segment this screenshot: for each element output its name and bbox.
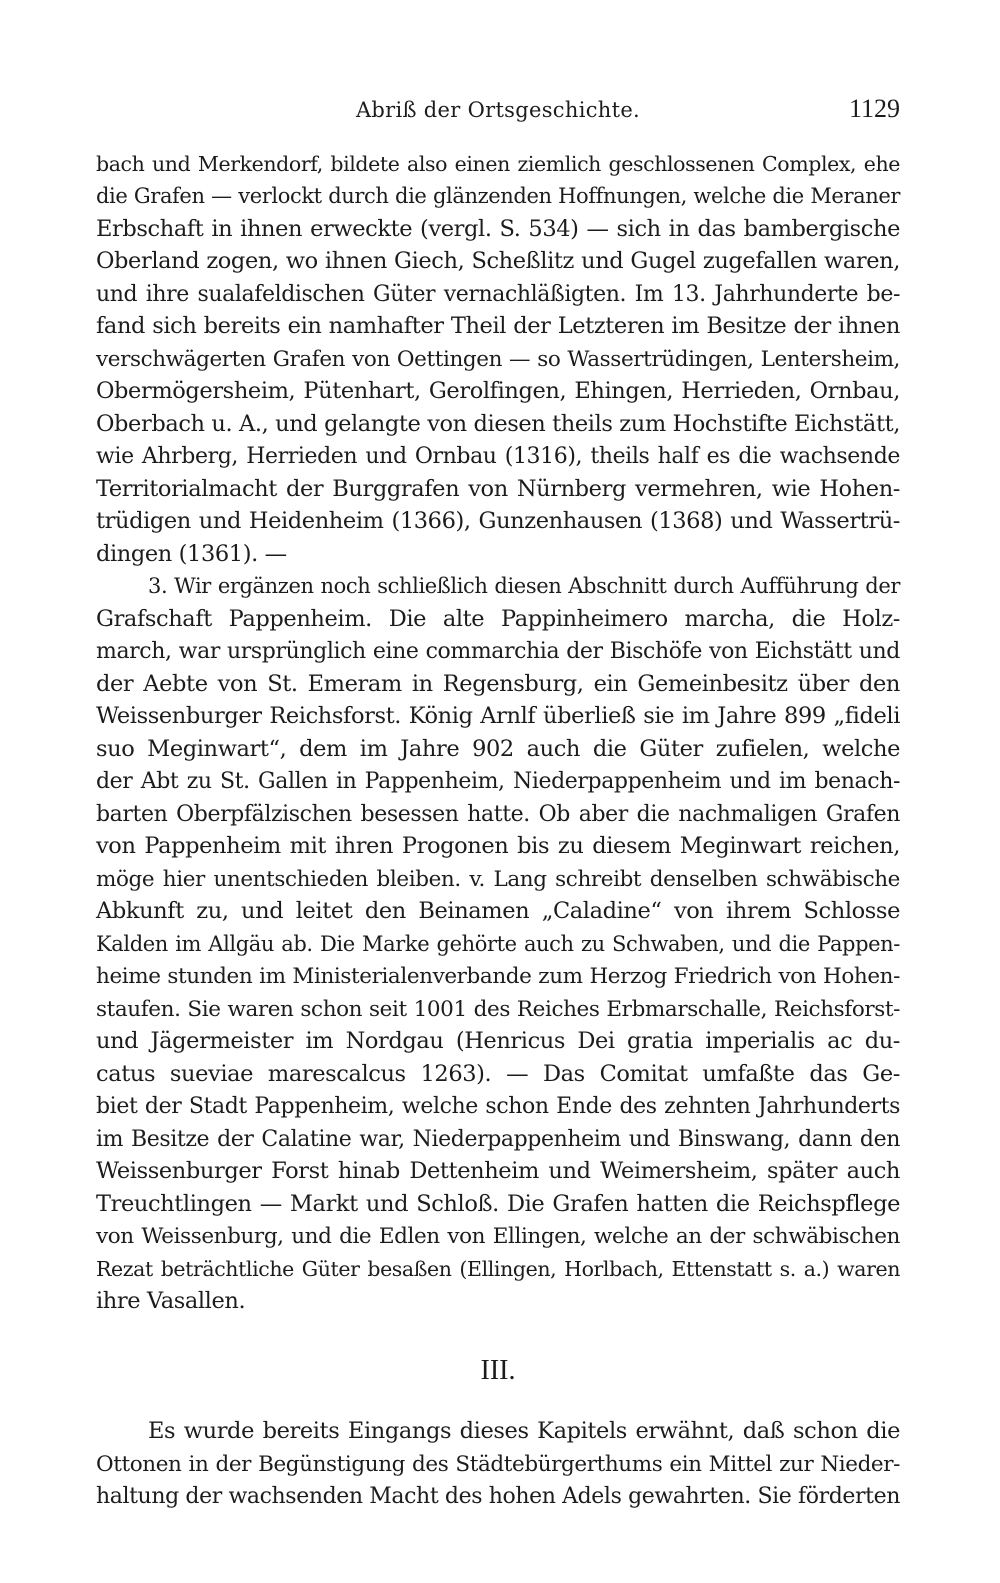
text-line: verschwägerten Grafen von Oettingen — so Wassertrüdingen, Lentersheim, bbox=[96, 347, 900, 372]
text-line: und Jägermeister im Nordgau (Henricus Dei gratia imperialis ac du- bbox=[96, 1028, 900, 1054]
text-line: Obermögersheim, Pütenhart, Gerolfingen, Ehingen, Herrieden, Ornbau, bbox=[96, 378, 900, 404]
text-line: staufen. Sie waren schon seit 1001 des Reiches Erbmarschalle, Reichsforst- bbox=[96, 997, 900, 1022]
text-line: heime stunden im Ministerialenverbande zum Herzog Friedrich von Hohen- bbox=[96, 964, 900, 989]
text-line: wie Ahrberg, Herrieden und Ornbau (1316), theils half es die wachsende bbox=[96, 444, 900, 469]
text-line: catus sueviae marescalcus 1263). — Das Comitat umfaßte das Ge- bbox=[96, 1061, 900, 1087]
text-line: Rezat beträchtliche Güter besaßen (Ellingen, Horlbach, Ettenstatt s. a.) waren bbox=[96, 1257, 900, 1281]
text-line: der Aebte von St. Emeram in Regensburg, ein Gemeinbesitz über den bbox=[96, 671, 900, 697]
text-line: fand sich bereits ein namhafter Theil der Letzteren im Besitze der ihnen bbox=[96, 313, 900, 339]
text-line: und ihre sualafeldischen Güter vernachläßigten. Im 13. Jahrhunderte be- bbox=[96, 282, 900, 307]
text-line: suo Meginwart“, dem im Jahre 902 auch die Güter zufielen, welche bbox=[96, 736, 900, 762]
text-line: möge hier unentschieden bleiben. v. Lang schreibt denselben schwäbische bbox=[96, 867, 900, 892]
running-head bbox=[96, 94, 900, 128]
text-line: bach und Merkendorf, bildete also einen ziemlich geschlossenen Complex, ehe bbox=[96, 152, 900, 176]
text-line: Grafschaft Pappenheim. Die alte Pappinheimero marcha, die Holz- bbox=[96, 606, 900, 632]
text-line: biet der Stadt Pappenheim, welche schon Ende des zehnten Jahrhunderts bbox=[96, 1094, 900, 1119]
paragraph-start-line: Es wurde bereits Eingangs dieses Kapitels erwähnt, daß schon die bbox=[148, 1418, 900, 1444]
text-line: barten Oberpfälzischen besessen hatte. Ob aber die nachmaligen Grafen bbox=[96, 802, 900, 827]
text-line: march, war ursprünglich eine commarchia der Bischöfe von Eichstätt und bbox=[96, 639, 900, 664]
text-line: Weissenburger Reichsforst. König Arnlf überließ sie im Jahre 899 „fideli bbox=[96, 703, 900, 729]
text-line: von Pappenheim mit ihren Progonen bis zu diesem Meginwart reichen, bbox=[96, 833, 900, 859]
text-line: ihre Vasallen. bbox=[96, 1288, 246, 1314]
text-line: Abkunft zu, und leitet den Beinamen „Caladine“ von ihrem Schlosse bbox=[96, 898, 900, 924]
text-line: Oberland zogen, wo ihnen Giech, Scheßlitz und Gugel zugefallen waren, bbox=[96, 248, 900, 274]
text-line: dingen (1361). — bbox=[96, 541, 287, 567]
text-line: Weissenburger Forst hinab Dettenheim und Weimersheim, später auch bbox=[96, 1158, 900, 1184]
text-line: die Grafen — verlockt durch die glänzenden Hoffnungen, welche die Meraner bbox=[96, 184, 900, 208]
text-line: im Besitze der Calatine war, Niederpappenheim und Binswang, dann den bbox=[96, 1127, 900, 1152]
text-line: Ottonen in der Begünstigung des Städtebürgerthums ein Mittel zur Nieder- bbox=[96, 1452, 900, 1477]
text-line: der Abt zu St. Gallen in Pappenheim, Niederpappenheim und im benach- bbox=[96, 769, 900, 794]
text-line: Kalden im Allgäu ab. Die Marke gehörte auch zu Schwaben, und die Pappen- bbox=[96, 932, 900, 956]
paragraph-start-line: 3. Wir ergänzen noch schließlich diesen Abschnitt durch Aufführung der bbox=[148, 574, 900, 598]
text-line: Oberbach u. A., und gelangte von diesen theils zum Hochstifte Eichstätt, bbox=[96, 411, 900, 437]
text-line: trüdigen und Heidenheim (1366), Gunzenhausen (1368) und Wassertrü- bbox=[96, 508, 900, 534]
text-line: Territorialmacht der Burggrafen von Nürnberg vermehren, wie Hohen- bbox=[96, 476, 900, 502]
text-line: von Weissenburg, und die Edlen von Ellingen, welche an der schwäbischen bbox=[96, 1224, 900, 1249]
running-title: Abriß der Ortsgeschichte. bbox=[355, 98, 641, 122]
text-line: Treuchtlingen — Markt und Schloß. Die Grafen hatten die Reichspflege bbox=[96, 1191, 900, 1217]
text-line: Erbschaft in ihnen erweckte (vergl. S. 534) — sich in das bambergische bbox=[96, 216, 900, 242]
text-line: haltung der wachsenden Macht des hohen Adels gewahrten. Sie förderten bbox=[96, 1484, 900, 1509]
section-heading: III. bbox=[480, 1355, 516, 1386]
page-number: 1129 bbox=[848, 94, 900, 123]
